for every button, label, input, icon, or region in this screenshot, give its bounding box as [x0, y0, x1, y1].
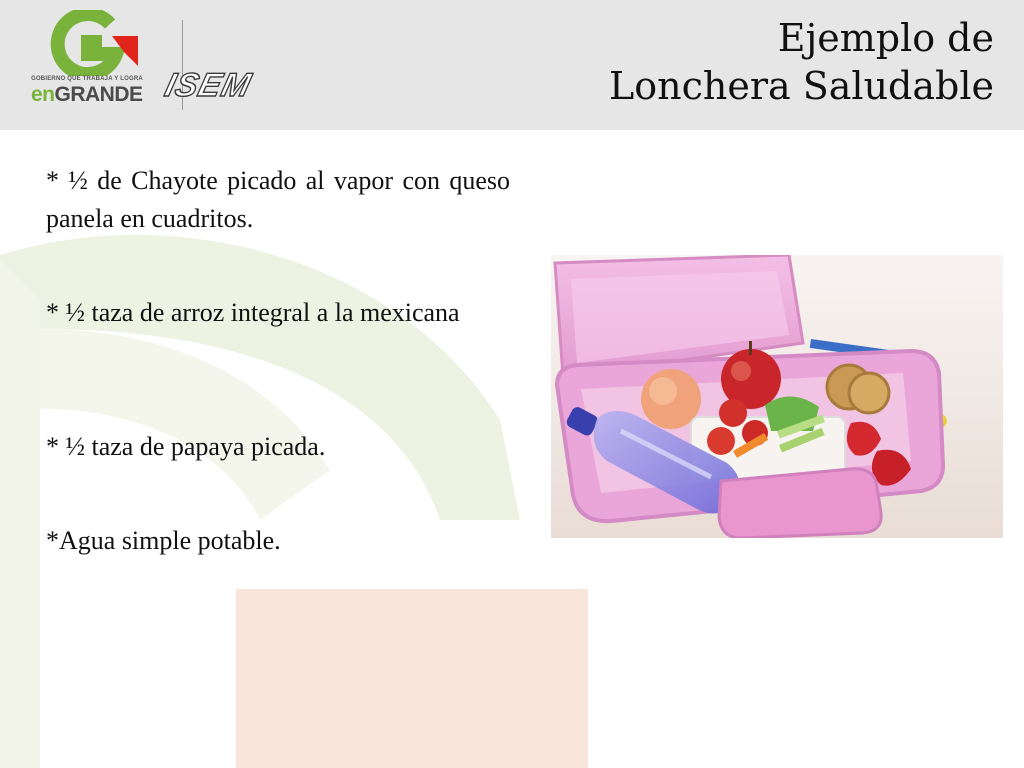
title-line-2: Lonchera Saludable: [609, 64, 994, 108]
bullet-item: * ½ de Chayote picado al vapor con queso panela en cuadritos.: [46, 166, 510, 233]
bullet-item: * ½ taza de papaya picada.: [46, 432, 326, 461]
deco-band-left: [0, 260, 40, 768]
logo-word-en: en: [31, 83, 55, 106]
title-line-1: Ejemplo de: [777, 16, 994, 60]
bullet-item: * ½ taza de arroz integral a la mexicana: [46, 298, 460, 327]
g-logo-icon: [28, 10, 148, 76]
slide-title: [609, 14, 994, 110]
logo-word-grande: GRANDE: [54, 83, 143, 106]
logo-wordmark: [31, 83, 143, 107]
bullet-item: *Agua simple potable.: [46, 526, 281, 555]
header: [0, 0, 1024, 130]
deco-peach-rectangle: [236, 589, 588, 768]
lunchbox-illustration: [551, 255, 1003, 538]
lunchbox-photo: [551, 255, 1003, 538]
logo-tagline: GOBIERNO QUE TRABAJA Y LOGRA: [31, 76, 143, 82]
logo-area: [28, 10, 298, 120]
isem-logo: ISEM: [161, 66, 256, 103]
